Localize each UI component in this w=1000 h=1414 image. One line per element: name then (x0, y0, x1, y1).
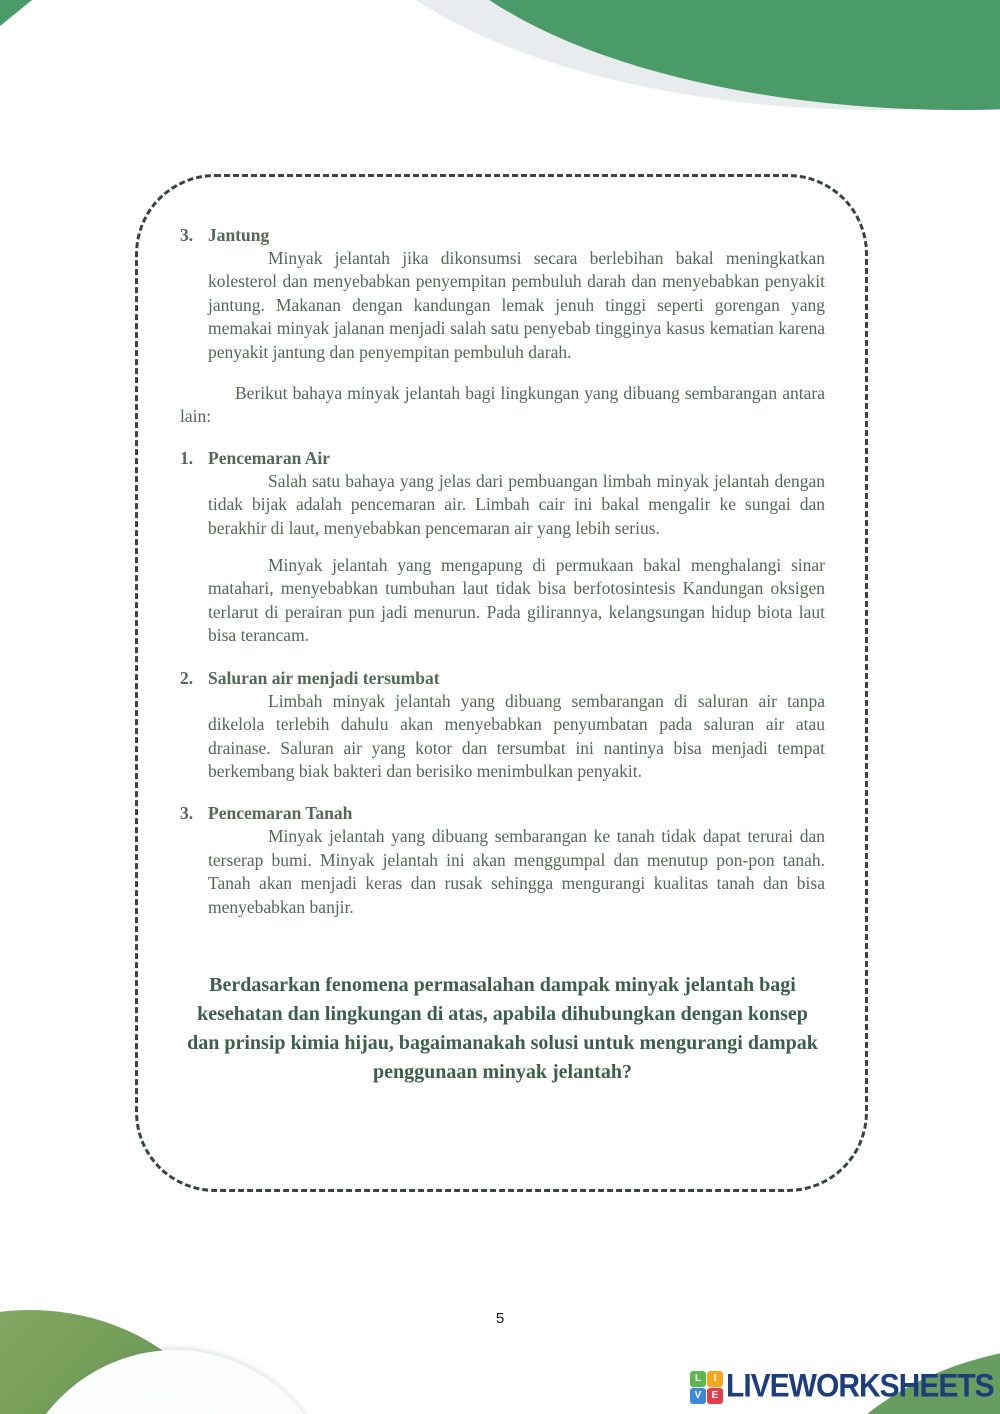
liveworksheets-icon (690, 1371, 723, 1404)
logo-wordmark: LIVEWORKSHEETS (726, 1368, 994, 1405)
section-saluran-air (180, 666, 825, 784)
logo-square-l: L (690, 1371, 706, 1387)
section-number: 3. (180, 225, 194, 245)
section-paragraph: Salah satu bahaya yang jelas dari pembuangan limbah minyak jelantah dengan tidak bijak adalah pencemaran air. Limbah cair ini bakal mengalir ke sungai dan berakhir di laut, menyebabkan pencemaran air yang lebih serius. (208, 470, 825, 538)
question-paragraph: Berdasarkan fenomena permasalahan dampak minyak jelantah bagi kesehatan dan lingkungan di atas, apabila dihubungkan dengan konsep dan prinsip kimia hijau, bagaimanakah solusi untuk mengurangi dampak penggunaan minyak jelantah? (187, 973, 818, 1083)
logo-square-e: E (707, 1388, 723, 1404)
section-paragraph: Minyak jelantah yang dibuang sembarangan ke tanah tidak dapat terurai dan terserap bumi. Minyak jelantah ini akan menggumpal dan menutup pon-pon tanah. Tanah akan menjadi keras dan rusak sehingga mengurangi kualitas tanah dan bisa menyebabkan banjir. (208, 826, 825, 917)
section-paragraph: Minyak jelantah jika dikonsumsi secara berlebihan bakal meningkatkan kolesterol dan menyebabkan penyempitan pembuluh darah dan menyebabkan penyakit jantung. Makanan dengan kandungan lemak jenuh tinggi seperti gorengan yang memakai minyak jalanan menjadi salah satu penyebab tingginya kasus kematian karena penyakit jantung dan penyempitan pembuluh darah. (208, 248, 825, 362)
liveworksheets-logo (690, 1370, 994, 1404)
top-left-green-triangle (0, 0, 32, 26)
logo-square-v: V (690, 1388, 706, 1404)
section-jantung (180, 223, 825, 364)
section-number: 1. (180, 447, 194, 468)
section-title: Jantung (208, 225, 270, 245)
section-title: Pencemaran Air (208, 447, 330, 468)
logo-square-i: I (707, 1371, 723, 1387)
intro-paragraph: Berikut bahaya minyak jelantah bagi lingkungan yang dibuang sembarangan antara lain: (180, 383, 825, 427)
section-body (208, 801, 825, 919)
section-number: 3. (180, 803, 194, 824)
section-pencemaran-air (180, 446, 825, 648)
section-paragraph: Limbah minyak jelantah yang dibuang sembarangan di saluran air tanpa dikelola terlebih dahulu akan menyebabkan penyumbatan pada saluran air atau drainase. Saluran air yang kotor dan tersumbat ini nantinya bisa menjadi tempat berkembang biak bakteri dan berisiko menimbulkan penyakit. (208, 690, 825, 781)
section-paragraph: Minyak jelantah yang mengapung di permukaan bakal menghalangi sinar matahari, menyebabkan tumbuhan laut tidak bisa berfotosintesis Kandungan oksigen terlarut di perairan pun jadi menurun. Pada gilirannya, kelangsungan hidup biota laut bisa terancam. (208, 555, 825, 646)
section-title: Saluran air menjadi tersumbat (208, 667, 440, 688)
section-pencemaran-tanah (180, 801, 825, 919)
section-body (208, 223, 825, 364)
content-box (135, 174, 868, 1192)
page-number: 5 (495, 1310, 505, 1327)
section-title: Pencemaran Tanah (208, 803, 353, 824)
section-body (208, 446, 825, 648)
section-body (208, 666, 825, 784)
section-number: 2. (180, 667, 194, 688)
